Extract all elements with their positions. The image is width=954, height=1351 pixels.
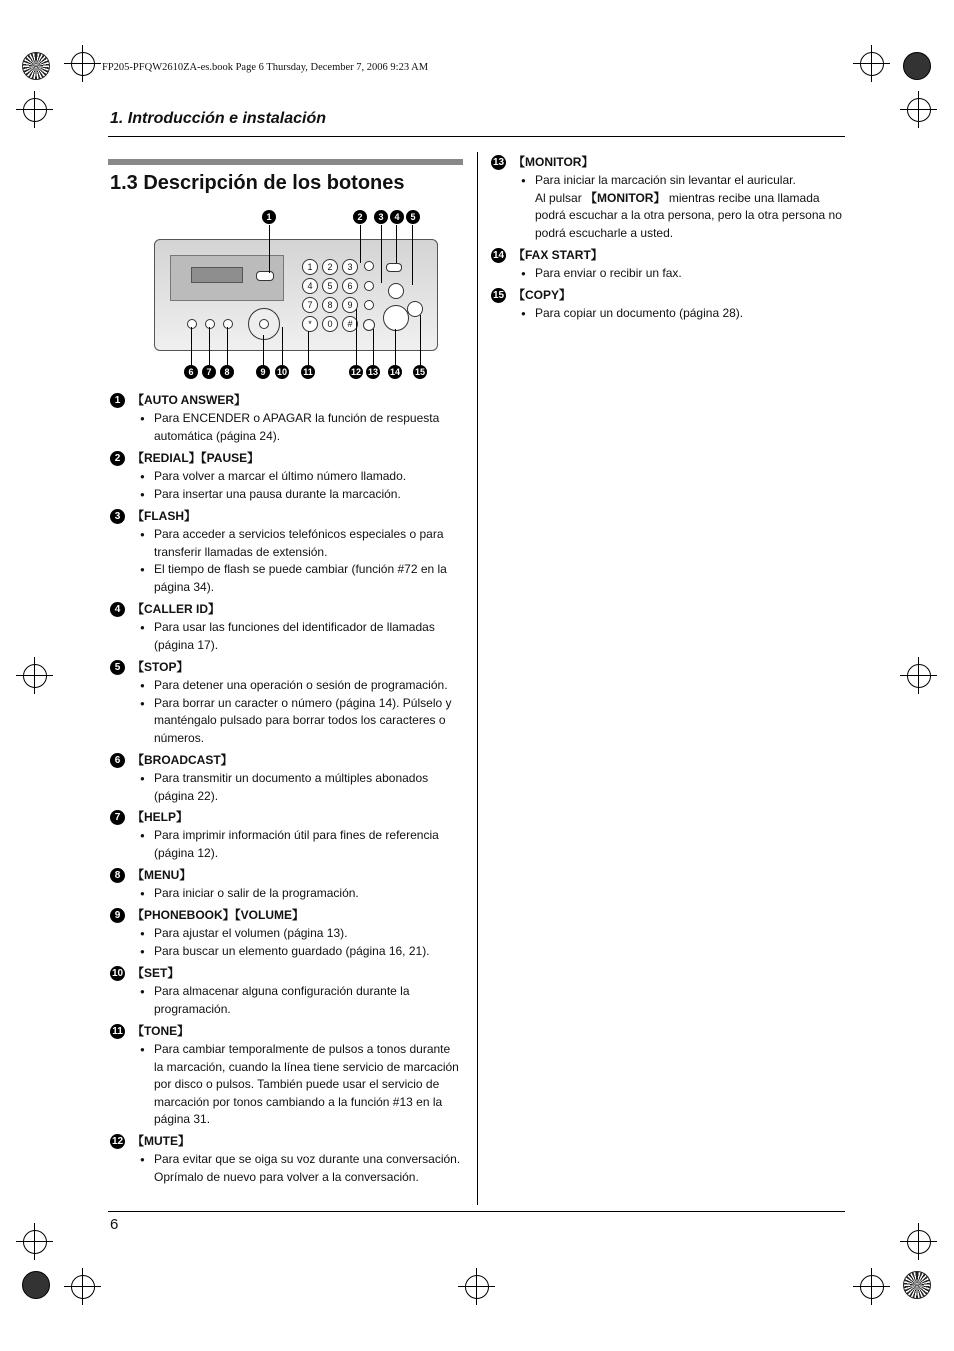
callout-14: 14 bbox=[389, 367, 400, 377]
crosshair-mark bbox=[860, 52, 884, 76]
item-key: 【STOP】 bbox=[132, 660, 189, 674]
crosshair-mark bbox=[907, 664, 931, 688]
leader-line bbox=[263, 335, 264, 365]
item-key: 【PHONEBOOK】【VOLUME】 bbox=[132, 908, 305, 922]
key-6: 6 bbox=[342, 278, 358, 294]
keypad bbox=[302, 259, 362, 335]
callout-2: 2 bbox=[353, 210, 367, 224]
device-diagram bbox=[150, 205, 450, 385]
registration-ball bbox=[22, 52, 50, 80]
title-bar bbox=[108, 159, 463, 165]
item-bullet: ● Para transmitir un documento a múltiples abonados (página 22). bbox=[110, 770, 462, 805]
key-3: 3 bbox=[342, 259, 358, 275]
item-key: 【MONITOR】 bbox=[513, 155, 594, 169]
crosshair-mark bbox=[23, 664, 47, 688]
registration-ball bbox=[903, 52, 931, 80]
item-bullet: ● Para insertar una pausa durante la marcación. bbox=[110, 486, 462, 504]
item-number: 8 bbox=[110, 868, 125, 883]
section-heading: 1. Introducción e instalación bbox=[110, 110, 327, 127]
callout-9: 9 bbox=[256, 365, 270, 379]
leader-line bbox=[396, 225, 397, 263]
key-star: * bbox=[302, 316, 318, 332]
item-bullet: ● Para almacenar alguna configuración durante la programación. bbox=[110, 983, 462, 1018]
leader-line bbox=[381, 225, 382, 283]
key-2: 2 bbox=[322, 259, 338, 275]
lcd-screen bbox=[191, 267, 243, 283]
item-bullet: ● Para imprimir información útil para fines de referencia (página 12). bbox=[110, 827, 462, 862]
item-key: 【FLASH】 bbox=[132, 509, 196, 523]
item-number: 14 bbox=[492, 250, 505, 261]
leader-line bbox=[282, 327, 283, 365]
note-text: mientras recibe una llamada podrá escuchar a la otra persona, pero la otra persona no podrá escucharle a usted. bbox=[535, 190, 842, 240]
item-bullet: ● Para acceder a servicios telefónicos especiales o para transferir llamadas de extensión. bbox=[110, 526, 462, 561]
callout-4: 4 bbox=[390, 210, 404, 224]
item-number: 2 bbox=[110, 451, 125, 466]
item-note bbox=[491, 190, 845, 243]
item-key: 【REDIAL】【PAUSE】 bbox=[132, 451, 260, 465]
item-key: 【MENU】 bbox=[132, 868, 192, 882]
item-bullet: ● Para iniciar la marcación sin levantar el auricular. bbox=[491, 172, 845, 190]
item-bullet: ● Para copiar un documento (página 28). bbox=[491, 305, 845, 323]
item-number: 13 bbox=[492, 157, 505, 168]
callout-10: 10 bbox=[276, 367, 287, 377]
crosshair-mark bbox=[23, 98, 47, 122]
item-key: 【CALLER ID】 bbox=[132, 602, 220, 616]
note-key: 【MONITOR】 bbox=[585, 190, 666, 205]
item-bullet: ● Para enviar o recibir un fax. bbox=[491, 265, 845, 283]
key-5: 5 bbox=[322, 278, 338, 294]
stop-button bbox=[388, 283, 404, 299]
item-number: 3 bbox=[110, 509, 125, 524]
crosshair-mark bbox=[465, 1275, 489, 1299]
item-bullet: ● Para borrar un caracter o número (página 14). Púlselo y manténgalo pulsado para borrar todos los caracteres o números. bbox=[110, 695, 462, 748]
item-number: 12 bbox=[111, 1136, 124, 1147]
item-bullet: ● Para iniciar o salir de la programación. bbox=[110, 885, 462, 903]
column-divider bbox=[477, 152, 478, 1205]
item-bullet: ● Para detener una operación o sesión de programación. bbox=[110, 677, 462, 695]
item-number: 11 bbox=[110, 1024, 125, 1039]
header-rule bbox=[108, 136, 845, 137]
help-button bbox=[205, 319, 215, 329]
leader-line bbox=[227, 327, 228, 365]
page-title: 1.3 Descripción de los botones bbox=[110, 172, 405, 194]
caller-id-button bbox=[386, 263, 402, 272]
item-bullet: ● Para evitar que se oiga su voz durante una conversación. Oprímalo de nuevo para volver a la conversación. bbox=[110, 1151, 462, 1186]
item-number: 10 bbox=[111, 968, 124, 979]
callout-5: 5 bbox=[406, 210, 420, 224]
callout-8: 8 bbox=[220, 365, 234, 379]
redial-button bbox=[364, 261, 374, 271]
leader-line bbox=[360, 225, 361, 263]
item-key: 【BROADCAST】 bbox=[132, 753, 233, 767]
item-bullet: ● Para volver a marcar el último número llamado. bbox=[110, 468, 462, 486]
leader-line bbox=[356, 309, 357, 365]
item-key: 【HELP】 bbox=[132, 810, 189, 824]
leader-line bbox=[308, 331, 309, 365]
key-7: 7 bbox=[302, 297, 318, 313]
menu-button bbox=[223, 319, 233, 329]
key-1: 1 bbox=[302, 259, 318, 275]
item-number: 5 bbox=[110, 660, 125, 675]
set-button bbox=[259, 319, 269, 329]
item-bullet: ● Para ajustar el volumen (página 13). bbox=[110, 925, 462, 943]
callout-3: 3 bbox=[374, 210, 388, 224]
item-bullet: ● Para cambiar temporalmente de pulsos a tonos durante la marcación, cuando la línea tiene servicio de marcación por disco o pulsos. También puede usar el servicio de marcación por tonos cambiando a la función #13 en la página 31. bbox=[110, 1041, 462, 1129]
leader-line bbox=[209, 327, 210, 365]
item-key: 【TONE】 bbox=[132, 1024, 190, 1038]
key-hash: # bbox=[342, 316, 358, 332]
fax-start-button bbox=[383, 305, 409, 331]
callout-7: 7 bbox=[202, 365, 216, 379]
item-bullet: ● Para buscar un elemento guardado (página 16, 21). bbox=[110, 943, 462, 961]
callout-12: 12 bbox=[350, 367, 361, 377]
leader-line bbox=[191, 327, 192, 365]
crosshair-mark bbox=[71, 52, 95, 76]
crosshair-mark bbox=[860, 1275, 884, 1299]
crosshair-mark bbox=[907, 1230, 931, 1254]
callout-15: 15 bbox=[414, 367, 425, 377]
page-number: 6 bbox=[110, 1216, 119, 1233]
callout-13: 13 bbox=[367, 367, 378, 377]
item-bullet: ● El tiempo de flash se puede cambiar (función #72 en la página 34). bbox=[110, 561, 462, 596]
key-4: 4 bbox=[302, 278, 318, 294]
broadcast-button bbox=[187, 319, 197, 329]
callout-11: 11 bbox=[301, 365, 315, 379]
item-number: 6 bbox=[110, 753, 125, 768]
leader-line bbox=[269, 225, 270, 273]
leader-line bbox=[420, 315, 421, 365]
registration-ball bbox=[903, 1271, 931, 1299]
leader-line bbox=[373, 329, 374, 365]
key-0: 0 bbox=[322, 316, 338, 332]
crosshair-mark bbox=[23, 1230, 47, 1254]
item-bullet: ● Para ENCENDER o APAGAR la función de respuesta automática (página 24). bbox=[110, 410, 462, 445]
footer-rule bbox=[108, 1211, 845, 1212]
key-8: 8 bbox=[322, 297, 338, 313]
item-number: 7 bbox=[110, 810, 125, 825]
item-key: 【SET】 bbox=[132, 966, 180, 980]
callout-1: 1 bbox=[262, 210, 276, 224]
item-number: 9 bbox=[110, 908, 125, 923]
item-bullet: ● Para usar las funciones del identificador de llamadas (página 17). bbox=[110, 619, 462, 654]
callout-6: 6 bbox=[184, 365, 198, 379]
leader-line bbox=[412, 225, 413, 285]
flash-button bbox=[364, 281, 374, 291]
item-number: 4 bbox=[110, 602, 125, 617]
crosshair-mark bbox=[71, 1275, 95, 1299]
item-key: 【AUTO ANSWER】 bbox=[132, 393, 247, 407]
crosshair-mark bbox=[907, 98, 931, 122]
item-number: 1 bbox=[110, 393, 125, 408]
item-key: 【FAX START】 bbox=[513, 248, 603, 262]
key-9: 9 bbox=[342, 297, 358, 313]
leader-line bbox=[395, 329, 396, 365]
mute-button bbox=[364, 300, 374, 310]
auto-answer-button bbox=[256, 271, 274, 281]
item-key: 【COPY】 bbox=[513, 288, 572, 302]
item-number: 15 bbox=[492, 290, 505, 301]
registration-ball bbox=[22, 1271, 50, 1299]
note-text: Al pulsar bbox=[535, 190, 586, 205]
item-key: 【MUTE】 bbox=[132, 1134, 190, 1148]
print-header: FP205-PFQW2610ZA-es.book Page 6 Thursday, December 7, 2006 9:23 AM bbox=[102, 62, 429, 73]
